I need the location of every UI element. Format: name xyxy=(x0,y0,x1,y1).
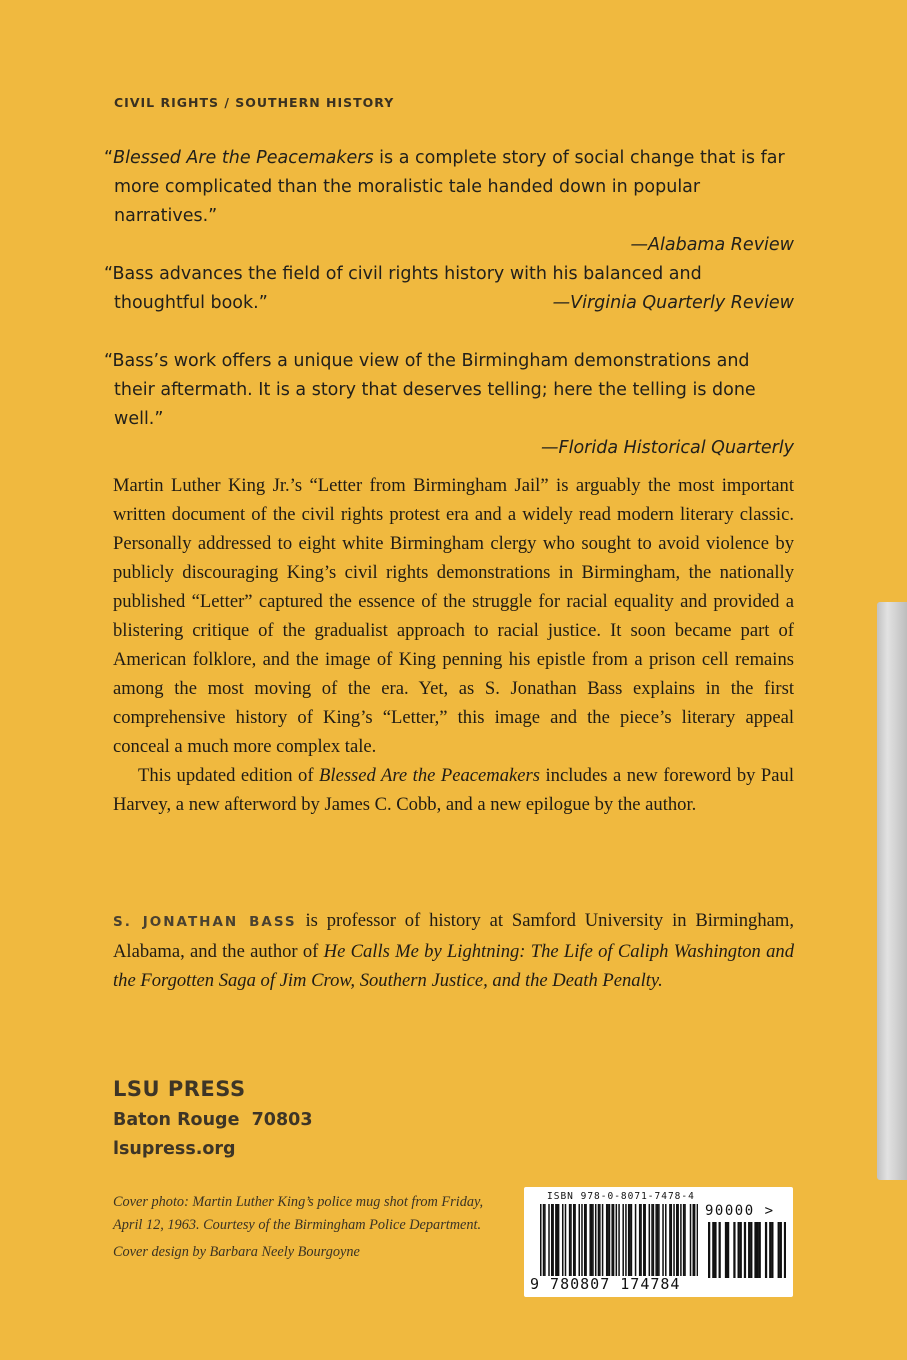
barcode-bar xyxy=(584,1204,586,1276)
barcode-bar xyxy=(625,1204,627,1276)
barcode-bar xyxy=(578,1204,580,1276)
barcode-bar xyxy=(573,1204,575,1276)
barcode-bar xyxy=(676,1204,678,1276)
barcode-bar xyxy=(725,1222,727,1278)
quote-book-title: Blessed Are the Peacemakers xyxy=(113,148,374,168)
quote-body: is a complete story of social change that is far more complicated than the moralistic tale handed down in popular narratives.” xyxy=(114,148,785,226)
review-quote-florida xyxy=(104,347,794,463)
barcode-bar xyxy=(714,1222,716,1278)
barcode-bar xyxy=(750,1222,752,1278)
barcode-bar xyxy=(562,1204,564,1276)
barcode-bar xyxy=(611,1204,613,1276)
barcode-bars xyxy=(540,1204,698,1276)
barcode-bar xyxy=(599,1204,601,1276)
barcode-bar xyxy=(744,1222,746,1278)
barcode-bar xyxy=(622,1204,624,1276)
barcode-bar xyxy=(643,1204,645,1276)
quote-text: “Blessed Are the Peacemakers is a complete story of social change that is far more complicated than the moralistic tale handed down in popular narratives.” xyxy=(104,148,785,226)
barcode-bar xyxy=(780,1222,782,1278)
cover-photo-credit: Cover photo: Martin Luther King’s police mug shot from Friday, April 12, 1963. Courtesy of the Birmingham Police Department. xyxy=(113,1194,484,1233)
barcode-bar xyxy=(639,1204,641,1276)
barcode-bar xyxy=(589,1204,591,1276)
barcode-bar xyxy=(644,1204,646,1276)
barcode-bar xyxy=(697,1204,698,1276)
barcode-bar xyxy=(673,1204,675,1276)
barcode-bar xyxy=(684,1204,686,1276)
bio-book-title: He Calls Me by Lightning: The Life of Caliph Washington and the Forgotten Saga of Jim Crow, Southern Justice, and the Death Penalty. xyxy=(113,941,794,991)
publisher-city: Baton Rouge 70803 xyxy=(113,1110,313,1130)
barcode-bar xyxy=(595,1204,597,1276)
barcode-bar xyxy=(544,1204,546,1276)
barcode-bar xyxy=(680,1204,682,1276)
barcode-bar xyxy=(712,1222,714,1278)
barcode-bar xyxy=(574,1204,576,1276)
publisher-block xyxy=(113,1072,313,1164)
barcode-bar xyxy=(653,1204,655,1276)
barcode-bar xyxy=(606,1204,608,1276)
barcode-bar xyxy=(719,1222,721,1278)
barcode-bar xyxy=(693,1204,695,1276)
barcode-bar xyxy=(708,1222,710,1278)
barcode-bar xyxy=(765,1222,767,1278)
barcode-bar xyxy=(690,1204,692,1276)
barcode-bar xyxy=(694,1204,696,1276)
barcode-bar xyxy=(581,1204,583,1276)
barcode-digits: 9 780807 174784 xyxy=(530,1275,681,1293)
barcode-bar xyxy=(635,1204,637,1276)
book-edge-shadow xyxy=(877,602,907,1180)
paragraph2-text-end: includes a new foreword by Paul Harvey, a new afterword by James C. Cobb, and a new epilogue by the author. xyxy=(113,765,794,815)
barcode-bar xyxy=(631,1204,633,1276)
paragraph2-text: This updated edition of xyxy=(138,765,320,786)
publisher-url: lsupress.org xyxy=(113,1139,236,1159)
publisher-name: LSU PRESS xyxy=(113,1077,246,1101)
barcode-bar xyxy=(754,1222,756,1278)
isbn-barcode xyxy=(524,1187,793,1297)
barcode-bar xyxy=(759,1222,761,1278)
author-name: S. JONATHAN BASS xyxy=(113,914,297,930)
barcode-bar xyxy=(543,1204,545,1276)
barcode-bar xyxy=(733,1222,735,1278)
barcode-bar xyxy=(551,1204,553,1276)
barcode-bar xyxy=(649,1204,651,1276)
author-bio xyxy=(113,906,794,995)
bio-text: is professor of history at Samford University in Birmingham, Alabama, and the author of xyxy=(113,910,795,962)
barcode-bar xyxy=(565,1204,567,1276)
quote-source: —Virginia Quarterly Review xyxy=(552,293,794,313)
barcode-bar xyxy=(683,1204,685,1276)
barcode-bar xyxy=(778,1222,780,1278)
barcode-bar xyxy=(784,1222,786,1278)
quote-text: “Bass advances the field of civil rights history with his balanced and thoughtful book.” xyxy=(104,264,702,313)
barcode-bar xyxy=(558,1204,560,1276)
barcode-bar xyxy=(592,1204,594,1276)
barcode-bar xyxy=(618,1204,620,1276)
barcode-bar xyxy=(570,1204,572,1276)
description-paragraph-2 xyxy=(113,761,794,819)
barcode-bar xyxy=(616,1204,618,1276)
barcode-bar xyxy=(727,1222,729,1278)
barcode-bar xyxy=(569,1204,571,1276)
quote-source: —Alabama Review xyxy=(630,235,794,255)
barcode-bar xyxy=(769,1222,771,1278)
barcode-bar xyxy=(662,1204,664,1276)
cover-design-credit: Cover design by Barbara Neely Bourgoyne xyxy=(113,1244,360,1260)
barcode-bar xyxy=(629,1204,631,1276)
paragraph2-book-title: Blessed Are the Peacemakers xyxy=(319,765,540,786)
barcode-bar xyxy=(748,1222,750,1278)
review-quote-alabama xyxy=(104,144,794,260)
price-code: 90000 > xyxy=(705,1203,775,1219)
barcode-bar xyxy=(640,1204,642,1276)
barcode-bar xyxy=(738,1222,740,1278)
barcode-bar xyxy=(556,1204,558,1276)
barcode-bar xyxy=(598,1204,600,1276)
barcode-bar xyxy=(609,1204,611,1276)
book-description xyxy=(113,471,794,819)
category-label: CIVIL RIGHTS / SOUTHERN HISTORY xyxy=(114,95,395,110)
barcode-bar xyxy=(628,1204,630,1276)
isbn-label: ISBN 978-0-8071-7478-4 xyxy=(547,1191,695,1202)
review-quote-virginia xyxy=(104,260,794,318)
barcode-bar xyxy=(540,1204,542,1276)
barcode-bar xyxy=(665,1204,667,1276)
barcode-bar xyxy=(552,1204,554,1276)
barcode-bar xyxy=(671,1204,673,1276)
barcode-bar xyxy=(607,1204,609,1276)
cover-credits xyxy=(113,1191,493,1264)
description-paragraph-1: Martin Luther King Jr.’s “Letter from Birmingham Jail” is arguably the most important written document of the civil rights protest era and a widely read modern literary classic. Personally addressed to eight white Birmingham clergy who sought to avoid violence by publicly discouraging King’s civil rights demonstrations in Birmingham, the nationally published “Letter” captured the essence of the struggle for racial equality and provided a blistering critique of the gradualist approach to racial justice. It soon became part of American folklore, and the image of King penning his epistle from a prison cell remains among the most moving of the era. Yet, as S. Jonathan Bass explains in the first comprehensive history of King’s “Letter,” this image and the piece’s literary appeal conceal a much more complex tale. xyxy=(113,475,794,757)
barcode-bar xyxy=(658,1204,660,1276)
barcode-bar xyxy=(655,1204,657,1276)
barcode-bar xyxy=(613,1204,615,1276)
barcode-bar xyxy=(657,1204,659,1276)
quote-source: —Florida Historical Quarterly xyxy=(541,438,794,458)
barcode-bar xyxy=(585,1204,587,1276)
barcode-bar xyxy=(555,1204,557,1276)
barcode-bar xyxy=(669,1204,671,1276)
barcode-bar xyxy=(771,1222,773,1278)
quote-text: “Bass’s work offers a unique view of the Birmingham demonstrations and their aftermath. It is a story that deserves telling; here the telling is done well.” xyxy=(104,351,756,429)
barcode-bar xyxy=(548,1204,550,1276)
barcode-bar xyxy=(740,1222,742,1278)
barcode-bar xyxy=(602,1204,604,1276)
barcode-bar xyxy=(756,1222,758,1278)
barcode-bar xyxy=(677,1204,679,1276)
barcode-bar xyxy=(651,1204,653,1276)
barcode-addon-bars xyxy=(708,1222,786,1278)
barcode-bar xyxy=(591,1204,593,1276)
